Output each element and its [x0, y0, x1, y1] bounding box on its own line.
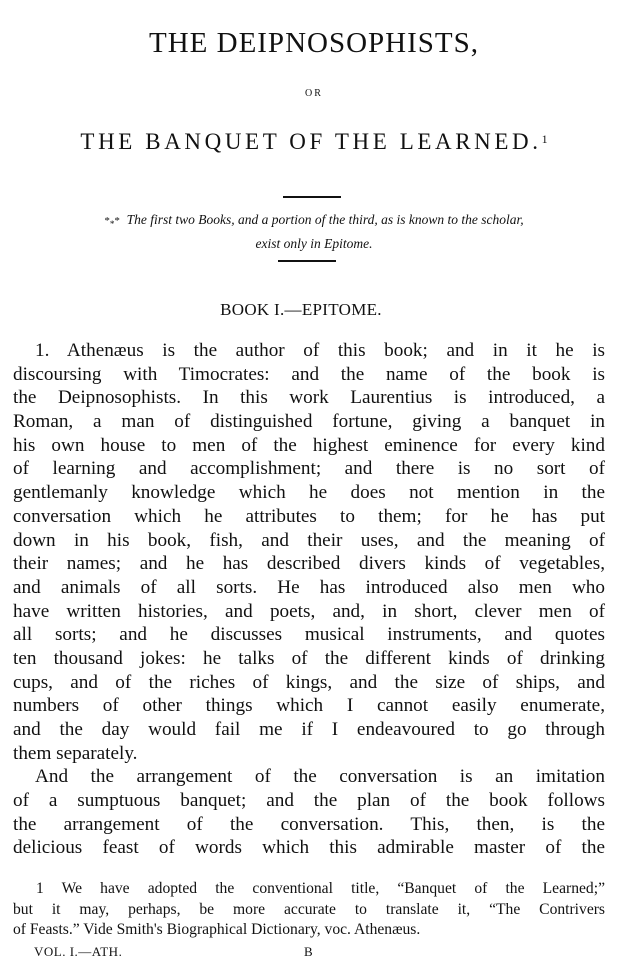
ornamental-rule-top — [283, 196, 341, 198]
footnote-marker: 1 — [541, 132, 548, 146]
body-line: their names; and he has described divers kinds of vegetables, — [13, 553, 605, 575]
body-line: 1. Athenæus is the author of this book; and in it he is — [35, 340, 605, 361]
footnote — [13, 879, 605, 941]
body-line: ten thousand jokes: he talks of the different kinds of drinking — [13, 647, 605, 669]
body-text — [13, 339, 605, 860]
body-line: his own house to men of the highest eminence for every kind — [13, 434, 605, 456]
note-line-1-text: The first two Books, and a portion of the third, as is known to the scholar, — [126, 212, 524, 227]
or-connector: OR — [305, 88, 323, 99]
body-line: the arrangement of the conversation. This, then, is the — [13, 813, 605, 835]
body-line: And the arrangement of the conversation is an imitation — [35, 766, 605, 788]
body-line: the Deipnosophists. In this work Laurentius is introduced, a — [13, 387, 605, 409]
body-line: cups, and of the riches of kings, and the size of ships, and — [13, 671, 605, 693]
footnote-line: of Feasts.” Vide Smith's Biographical Dictionary, voc. Athenæus. — [13, 921, 421, 938]
body-line: discoursing with Timocrates: and the name of the book is — [13, 363, 605, 385]
volume-signature: VOL. I.—ATH. — [34, 944, 123, 959]
subtitle-text: THE BANQUET OF THE LEARNED. — [80, 129, 542, 154]
body-line: and the day would fail me if I endeavoured to go through — [13, 719, 605, 740]
epitome-note-line-2: exist only in Epitome. — [255, 236, 373, 252]
book-title: THE DEIPNOSOPHISTS, — [149, 27, 479, 59]
book-heading: BOOK I.—EPITOME. — [220, 300, 382, 319]
asterism: $*_**$ — [104, 215, 120, 230]
body-line: Roman, a man of distinguished fortune, giving a banquet in — [13, 411, 605, 433]
body-line: numbers of other things which I cannot easily enumerate, — [13, 695, 605, 717]
body-line: gentlemanly knowledge which he does not mention in the — [13, 482, 605, 504]
footnote-line: but it may, perhaps, be more accurate to translate it, “The Contrivers — [13, 900, 605, 918]
body-line: down in his book, fish, and their uses, and the meaning of — [13, 529, 605, 551]
body-line: conversation which he attributes to them; for he has put — [13, 505, 605, 527]
body-line: delicious feast of words which this admirable master of the — [13, 837, 605, 859]
footnote-line: 1 We have adopted the conventional title, “Banquet of the Learned;” — [36, 880, 605, 897]
epitome-note-line-1 — [0, 210, 628, 234]
gathering-mark: B — [304, 944, 314, 959]
epitome-note — [0, 210, 628, 254]
book-subtitle — [0, 127, 628, 157]
body-line: all sorts; and he discusses musical instruments, and quotes — [13, 624, 605, 646]
body-line: of a sumptuous banquet; and the plan of the book follows — [13, 790, 605, 812]
body-line: and animals of all sorts. He has introduced also men who — [13, 576, 605, 598]
body-line: have written histories, and poets, and, in short, clever men of — [13, 600, 605, 622]
body-line: of learning and accomplishment; and there is no sort of — [13, 458, 605, 480]
body-line: them separately. — [13, 742, 138, 764]
ornamental-rule-bottom — [278, 260, 336, 262]
